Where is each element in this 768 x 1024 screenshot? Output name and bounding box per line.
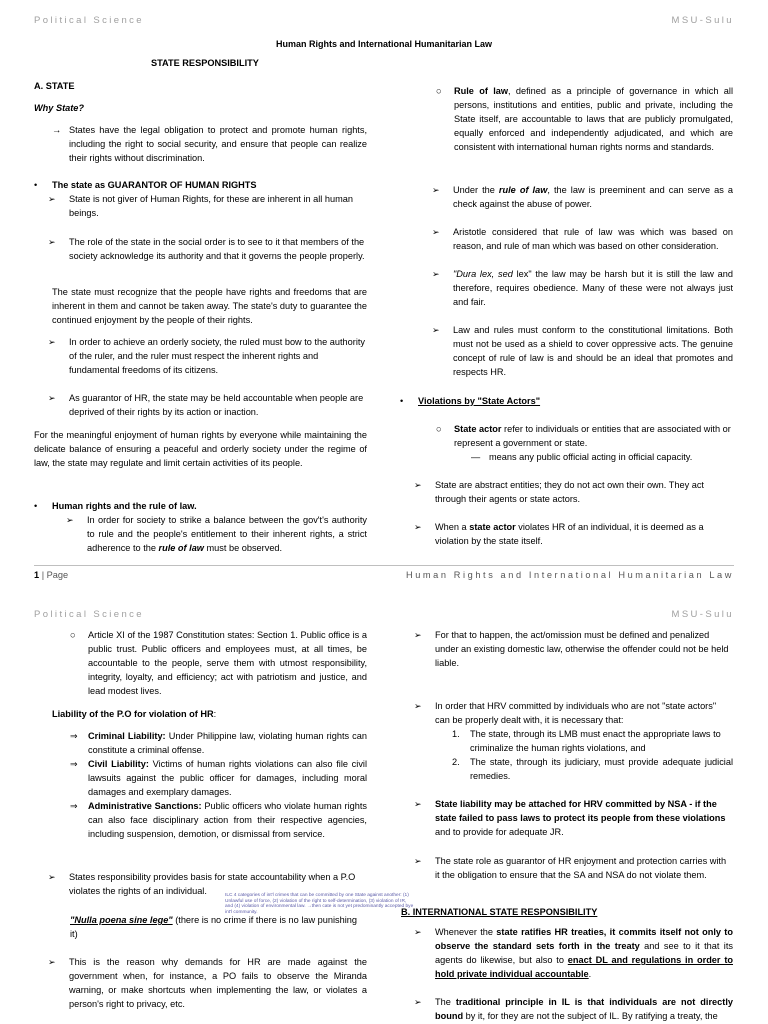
rule-of-law-item-text: In order for society to strike a balance between the gov't's authority to rule and the people's entitlement to their inherent rights, a strict adherence to the rule of law must be observed. (87, 515, 367, 553)
rol-item-4-text: Law and rules must conform to the constitutional limitations. Both must not be used as a shield to cover oppressive acts. The genuine concept of rule of law is and should be an ideal that promotes and respects HR. (453, 325, 733, 377)
arrow-item-text: States have the legal obligation to protect and promote human rights, including the right to social security, and ensure that people can realize their rights without discrimination. (69, 125, 367, 163)
rol-item-2-text: Aristotle considered that rule of law was which was based on reason, and rule of man which was based on other consideration. (453, 227, 733, 251)
arrow-bullet-icon: ➢ (414, 997, 422, 1007)
circle-bullet-icon: ○ (436, 424, 442, 434)
arrow-bullet-icon: ➢ (48, 194, 56, 204)
guarantor-item-1 (48, 192, 367, 220)
footer-rule (34, 565, 734, 566)
footer-title: Human Rights and International Humanitarian Law (405, 570, 734, 580)
criminal-liability-text: Criminal Liability: Under Philippine law, violating human rights can constitute a criminal offense. (88, 731, 367, 755)
p2-right-item-5-text: Whenever the state ratifies HR treaties, it commits itself not only to observe the standard sets forth in the treaty and see to it that its agents do likewise, but also to enact DL and regulations in order to hold private individual accountable. (435, 927, 733, 979)
circle-bullet-icon: ○ (436, 86, 442, 96)
section-title: STATE RESPONSIBILITY (151, 58, 259, 68)
rule-of-law-item (66, 513, 367, 555)
rule-of-law-heading-text: Human rights and the rule of law. (52, 501, 197, 511)
demands-text: This is the reason why demands for HR are made against the government when, for instance, a PO fails to observe the Miranda warning, or make shortcuts when implementing the law, or violates a person's right to privacy, etc. (69, 957, 367, 1009)
arrow-bullet-icon: ➢ (414, 927, 422, 937)
arrow-bullet-icon: ➢ (414, 856, 422, 866)
why-state-heading: Why State? (34, 103, 85, 113)
bullet-icon: • (34, 501, 38, 511)
header-right: MSU-Sulu (671, 15, 734, 26)
page-header (34, 608, 734, 622)
p2-right-item-1 (414, 628, 733, 670)
number-1: 1. (452, 729, 460, 739)
numbered-item-2-text: The state, through its judiciary, must provide adequate judicial remedies. (470, 757, 733, 781)
bullet-icon: • (400, 396, 404, 406)
rule-of-law-definition-text: Rule of law, defined as a principle of governance in which all persons, institutions and entities, public and private, including the State itself, are accountable to laws that are publicly promulgated, equally enforced and independently adjudicated, and which are consistent with international human rights norms and standards. (454, 86, 733, 152)
double-arrow-icon: ⇒ (70, 759, 78, 769)
p2-right-item-4-text: The state role as guarantor of HR enjoyment and protection carries with it the obligation to ensure that the SA and NSA do not violate them. (435, 856, 727, 880)
arrow-bullet-icon: ➢ (414, 701, 422, 711)
criminal-liability-item (70, 729, 367, 757)
article-xi-item (70, 628, 367, 698)
bullet-icon: • (34, 180, 38, 190)
nulla-poena: "Nulla poena sine lege" (there is no crime if there is no law punishing it) (70, 915, 358, 939)
arrow-bullet-icon: ➢ (414, 480, 422, 490)
state-actor-sub-text: means any public official acting in official capacity. (489, 452, 693, 462)
rol-item-2 (432, 225, 733, 253)
arrow-bullet-icon: ➢ (48, 957, 56, 967)
civil-liability-item (70, 757, 367, 799)
p2-right-item-4 (414, 854, 733, 882)
guarantor-heading (34, 178, 367, 192)
arrow-bullet-icon: ➢ (48, 393, 56, 403)
rol-item-1 (432, 183, 733, 211)
violations-item-2 (414, 520, 733, 548)
section-a-heading: A. STATE (34, 81, 75, 91)
guarantor-item-2-text: The role of the state in the social order is to see to it that members of the society acknowledge its authority and that it governs the people properly. (69, 237, 365, 261)
arrow-bullet-icon: ➢ (432, 269, 440, 279)
number-2: 2. (452, 757, 460, 767)
arrow-icon: → (52, 125, 62, 135)
guarantor-item-4-text: As guarantor of HR, the state may be held accountable when people are deprived of their rights by its action or inaction. (69, 393, 364, 417)
p2-right-item-1-text: For that to happen, the act/omission must be defined and penalized under an existing domestic law, otherwise the offender could not be held liable. (435, 630, 729, 668)
guarantor-heading-text: The state as GUARANTOR OF HUMAN RIGHTS (52, 180, 257, 190)
arrow-bullet-icon: ➢ (414, 522, 422, 532)
arrow-bullet-icon: ➢ (66, 515, 74, 525)
rule-of-law-definition (436, 84, 733, 154)
arrow-bullet-icon: ➢ (48, 337, 56, 347)
arrow-bullet-icon: ➢ (432, 325, 440, 335)
arrow-bullet-icon: ➢ (48, 237, 56, 247)
guarantor-paragraph: The state must recognize that the people have rights and freedoms that are inherent in them and cannot be taken away. The state's duty to guarantee the continued enjoyment by the people of their rights. (52, 287, 367, 325)
demands-item (48, 955, 367, 1011)
rol-item-4 (432, 323, 733, 379)
violations-item-2-text: When a state actor violates HR of an individual, it is deemed as a violation by the state itself. (435, 522, 704, 546)
p2-right-item-2 (414, 699, 733, 727)
rol-item-3-text: "Dura lex, sed lex" the law may be harsh but it is still the law and therefore, requires obedience. Many of these were not always just and fair. (453, 269, 733, 307)
dash-icon: — (471, 452, 481, 462)
state-responsibility-text: States responsibility provides basis for state accountability when a P.O violates the rights of an individual. (69, 872, 356, 896)
header-left: Political Science (34, 15, 144, 26)
civil-liability-text: Civil Liability: Victims of human rights violations can also file civil lawsuits against the public officer for damages, including moral damages and exemplary damages. (88, 759, 367, 797)
numbered-item-2 (452, 755, 733, 783)
guarantor-item-1-text: State is not giver of Human Rights, for these are inherent in all human beings. (69, 194, 353, 218)
double-arrow-icon: ⇒ (70, 801, 78, 811)
margin-comment-note: ILC 4 categories of int'l crimes that can be committed by one State against another: (1) Unlawful use of force, (2) violation of the right to self-determination, (3) violation of IR, and (4) violation of environmental law. →then cate is not yet predominantly accepted bye int'l community. (225, 893, 414, 915)
liability-heading: Liability of the P.O for violation of HR: (52, 709, 217, 719)
p2-right-item-2-text: In order that HRV committed by individuals who are not "state actors" can be properly dealt with, it is necessary that: (435, 701, 717, 725)
rule-of-law-heading (34, 499, 367, 513)
guarantor-item-3 (48, 335, 367, 377)
guarantor-item-4 (48, 391, 367, 419)
numbered-item-1 (452, 727, 733, 755)
admin-sanctions-text: Administrative Sanctions: Public officers who violate human rights can also face disciplinary action from their respective agencies, including suspension, demotion, or dismissal from service. (88, 801, 367, 839)
arrow-bullet-icon: ➢ (414, 630, 422, 640)
p2-right-item-6-text: The traditional principle in IL is that individuals are not directly bound by it, for they are not the subject of IL. By ratifying a treaty, the (435, 997, 733, 1021)
header-right: MSU-Sulu (671, 609, 734, 620)
p2-right-item-3 (414, 797, 733, 839)
page-footer (34, 568, 734, 582)
rol-item-3 (432, 267, 733, 309)
regulation-paragraph: For the meaningful enjoyment of human rights by everyone while maintaining the delicate balance of ensuring a peaceful and orderly society under the regime of law, the state may regulate and limit certain activities of its people. (34, 430, 367, 468)
footer-page-number: 1 | Page (34, 570, 69, 580)
violations-heading-text: Violations by "State Actors" (418, 396, 541, 406)
page-header (34, 14, 734, 28)
admin-sanctions-item (70, 799, 367, 841)
arrow-bullet-icon: ➢ (48, 872, 56, 882)
violations-item-1 (414, 478, 733, 506)
arrow-bullet-icon: ➢ (432, 227, 440, 237)
state-actor-definition-text: State actor refer to individuals or entities that are associated with or represent a government or state. (454, 424, 731, 448)
rol-item-1-text: Under the rule of law, the law is preeminent and can serve as a check against the abuse of power. (453, 185, 734, 209)
arrow-bullet-icon: ➢ (432, 185, 440, 195)
double-arrow-icon: ⇒ (70, 731, 78, 741)
guarantor-item-3-text: In order to achieve an orderly society, the ruled must bow to the authority of the ruler, and the ruler must respect the inherent rights and fundamental freedoms of its citizens. (69, 337, 366, 375)
p2-right-item-6 (414, 995, 733, 1023)
violations-heading (400, 394, 733, 408)
article-xi-text: Article XI of the 1987 Constitution states: Section 1. Public office is a public trust. Public officers and employees must, at all times, be accountable to the people, serve them with utmost responsibility, integrity, loyalty, and efficiency; act with patriotism and justice, and lead modest lives. (88, 630, 367, 696)
arrow-bullet-icon: ➢ (414, 799, 422, 809)
circle-bullet-icon: ○ (70, 630, 76, 640)
header-left: Political Science (34, 609, 144, 620)
state-actor-definition (436, 422, 733, 450)
section-b-heading: B. INTERNATIONAL STATE RESPONSIBILITY (401, 907, 598, 917)
numbered-item-1-text: The state, through its LMB must enact the appropriate laws to criminalize the human rights violations, and (470, 729, 721, 753)
violations-item-1-text: State are abstract entities; they do not act own their own. They act through their agents or state actors. (435, 480, 704, 504)
p2-right-item-5 (414, 925, 733, 981)
guarantor-item-2 (48, 235, 367, 263)
arrow-item (52, 123, 367, 165)
state-actor-sub (471, 450, 733, 464)
p2-right-item-3-text: State liability may be attached for HRV committed by NSA - if the state failed to pass laws to protect its people from these violations and to provide for adequate JR. (435, 799, 726, 837)
document-title: Human Rights and International Humanitarian Law (275, 39, 493, 49)
